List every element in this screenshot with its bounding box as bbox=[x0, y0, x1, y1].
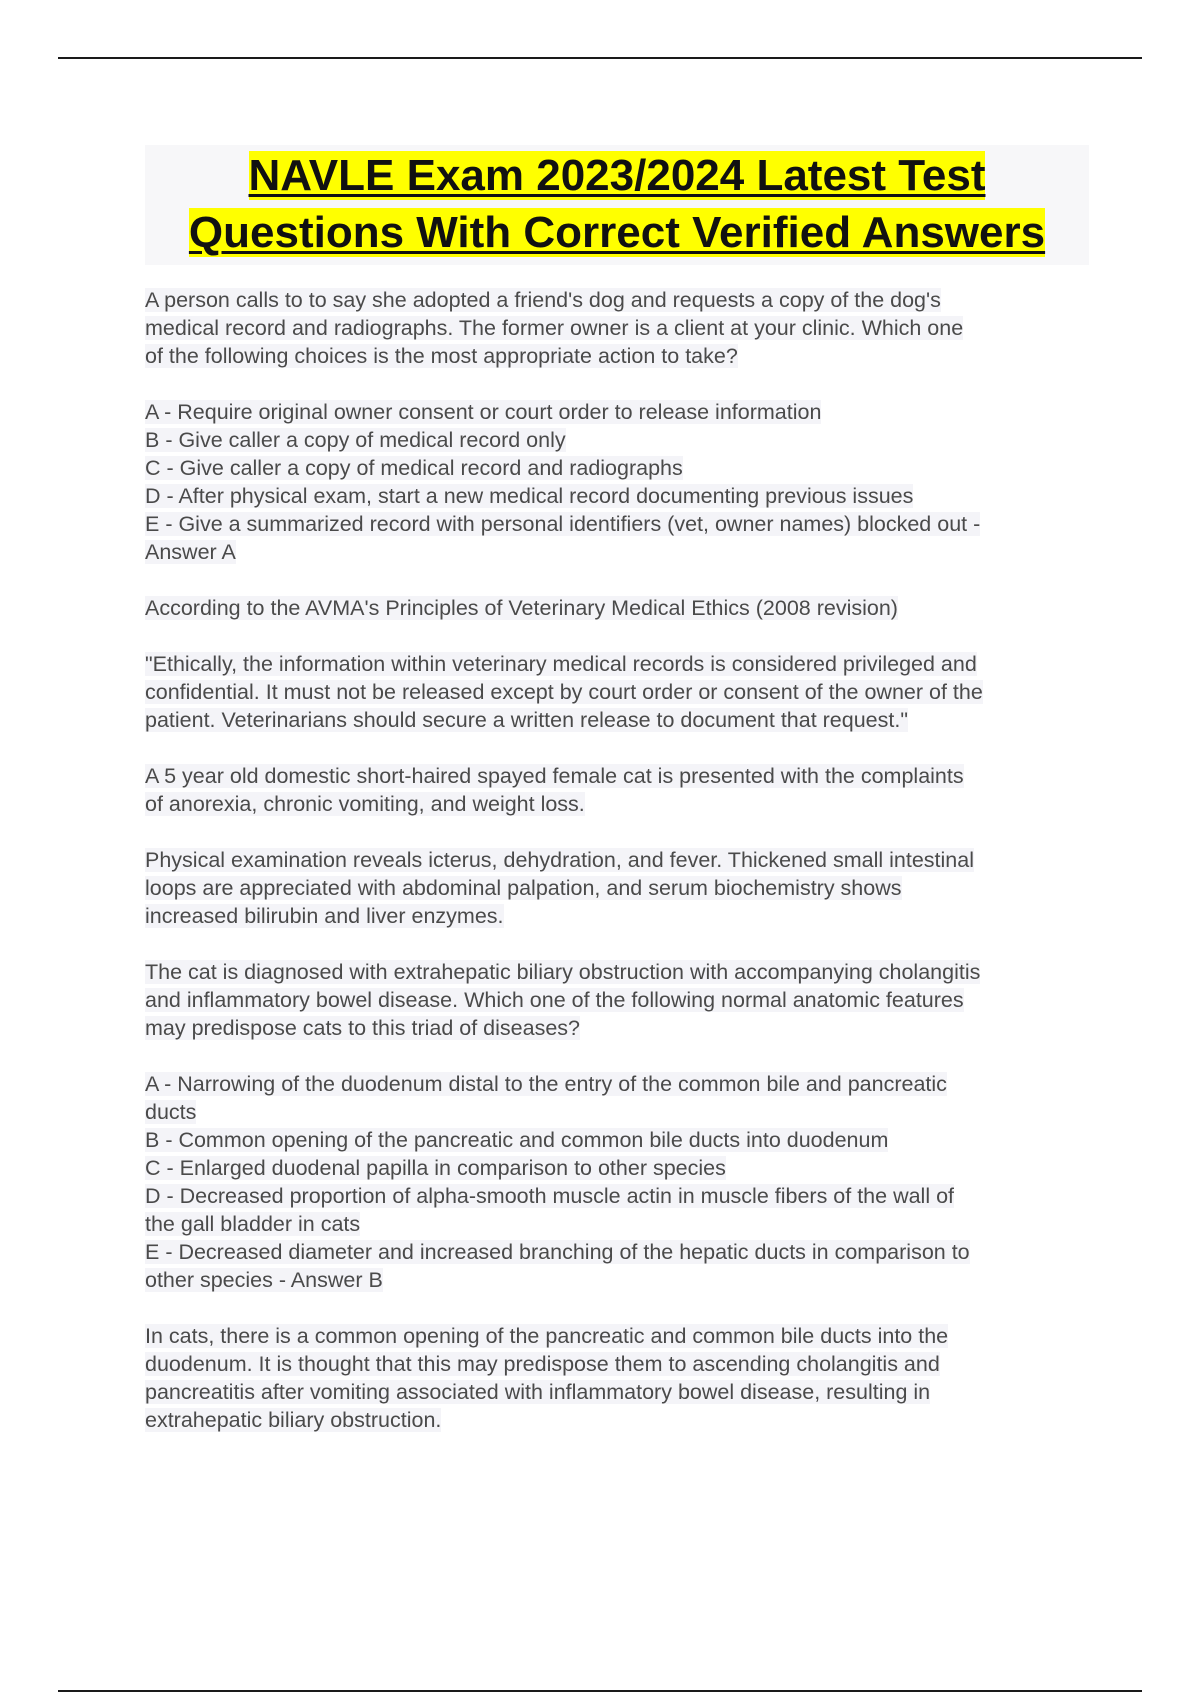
paragraph bbox=[145, 650, 1095, 734]
text-line bbox=[145, 1406, 1095, 1434]
text-line bbox=[145, 1322, 1095, 1350]
text-line bbox=[145, 1070, 1095, 1098]
text-line-content: may predispose cats to this triad of diseases? bbox=[145, 1016, 580, 1040]
text-line bbox=[145, 454, 1095, 482]
document-title bbox=[145, 145, 1089, 265]
text-line-content: and inflammatory bowel disease. Which one of the following normal anatomic features bbox=[145, 988, 964, 1012]
text-line-content: C - Give caller a copy of medical record and radiographs bbox=[145, 456, 683, 480]
title-line-1: NAVLE Exam 2023/2024 Latest Test bbox=[248, 151, 986, 200]
text-line bbox=[145, 482, 1095, 510]
bottom-rule bbox=[58, 1690, 1142, 1692]
paragraph bbox=[145, 1070, 1095, 1294]
text-line-content: A - Require original owner consent or court order to release information bbox=[145, 400, 822, 424]
text-line bbox=[145, 1238, 1095, 1266]
text-line bbox=[145, 398, 1095, 426]
paragraph bbox=[145, 846, 1095, 930]
text-line bbox=[145, 510, 1095, 538]
text-line bbox=[145, 1182, 1095, 1210]
paragraph bbox=[145, 762, 1095, 818]
text-line-content: B - Common opening of the pancreatic and common bile ducts into duodenum bbox=[145, 1128, 889, 1152]
text-line-content: B - Give caller a copy of medical record only bbox=[145, 428, 566, 452]
text-line-content: increased bilirubin and liver enzymes. bbox=[145, 904, 504, 928]
text-line bbox=[145, 314, 1095, 342]
text-line bbox=[145, 426, 1095, 454]
text-line-content: Answer A bbox=[145, 540, 236, 564]
text-line bbox=[145, 846, 1095, 874]
text-line bbox=[145, 986, 1095, 1014]
text-line bbox=[145, 1126, 1095, 1154]
text-line-content: A - Narrowing of the duodenum distal to the entry of the common bile and pancreatic bbox=[145, 1072, 947, 1096]
text-line-content: According to the AVMA's Principles of Veterinary Medical Ethics (2008 revision) bbox=[145, 596, 898, 620]
text-line bbox=[145, 1378, 1095, 1406]
text-line bbox=[145, 342, 1095, 370]
text-line-content: D - Decreased proportion of alpha-smooth muscle actin in muscle fibers of the wall of bbox=[145, 1184, 955, 1208]
text-line-content: In cats, there is a common opening of the pancreatic and common bile ducts into the bbox=[145, 1324, 949, 1348]
text-line-content: A 5 year old domestic short-haired spayed female cat is presented with the complaints bbox=[145, 764, 964, 788]
text-line-content: E - Give a summarized record with personal identifiers (vet, owner names) blocked out - bbox=[145, 512, 981, 536]
text-line bbox=[145, 1350, 1095, 1378]
text-line bbox=[145, 286, 1095, 314]
top-rule bbox=[58, 57, 1142, 59]
text-line bbox=[145, 762, 1095, 790]
text-line-content: confidential. It must not be released except by court order or consent of the owner of the bbox=[145, 680, 983, 704]
text-line bbox=[145, 538, 1095, 566]
text-line bbox=[145, 958, 1095, 986]
text-line-content: of anorexia, chronic vomiting, and weight loss. bbox=[145, 792, 585, 816]
text-line-content: C - Enlarged duodenal papilla in comparison to other species bbox=[145, 1156, 726, 1180]
text-line-content: loops are appreciated with abdominal palpation, and serum biochemistry shows bbox=[145, 876, 902, 900]
text-line-content: D - After physical exam, start a new medical record documenting previous issues bbox=[145, 484, 914, 508]
text-line-content: other species - Answer B bbox=[145, 1268, 383, 1292]
paragraph bbox=[145, 594, 1095, 622]
text-line bbox=[145, 594, 1095, 622]
text-line-content: E - Decreased diameter and increased branching of the hepatic ducts in comparison to bbox=[145, 1240, 970, 1264]
document-body bbox=[145, 286, 1095, 1462]
title-line-2: Questions With Correct Verified Answers bbox=[188, 208, 1046, 257]
text-line bbox=[145, 902, 1095, 930]
text-line bbox=[145, 1014, 1095, 1042]
paragraph bbox=[145, 398, 1095, 566]
text-line-content: duodenum. It is thought that this may predispose them to ascending cholangitis and bbox=[145, 1352, 940, 1376]
text-line-content: the gall bladder in cats bbox=[145, 1212, 361, 1236]
text-line-content: of the following choices is the most appropriate action to take? bbox=[145, 344, 738, 368]
text-line bbox=[145, 678, 1095, 706]
paragraph bbox=[145, 958, 1095, 1042]
text-line bbox=[145, 1098, 1095, 1126]
text-line-content: pancreatitis after vomiting associated with inflammatory bowel disease, resulting in bbox=[145, 1380, 931, 1404]
text-line bbox=[145, 706, 1095, 734]
text-line-content: ducts bbox=[145, 1100, 197, 1124]
text-line bbox=[145, 650, 1095, 678]
text-line bbox=[145, 790, 1095, 818]
text-line bbox=[145, 1266, 1095, 1294]
text-line bbox=[145, 1154, 1095, 1182]
text-line-content: medical record and radiographs. The former owner is a client at your clinic. Which one bbox=[145, 316, 964, 340]
text-line-content: The cat is diagnosed with extrahepatic biliary obstruction with accompanying cholangitis bbox=[145, 960, 981, 984]
paragraph bbox=[145, 1322, 1095, 1434]
text-line-content: extrahepatic biliary obstruction. bbox=[145, 1408, 442, 1432]
text-line-content: Physical examination reveals icterus, dehydration, and fever. Thickened small intestinal bbox=[145, 848, 974, 872]
paragraph bbox=[145, 286, 1095, 370]
text-line-content: "Ethically, the information within veterinary medical records is considered privileged and bbox=[145, 652, 977, 676]
text-line-content: patient. Veterinarians should secure a written release to document that request." bbox=[145, 708, 908, 732]
text-line-content: A person calls to to say she adopted a friend's dog and requests a copy of the dog's bbox=[145, 288, 941, 312]
text-line bbox=[145, 1210, 1095, 1238]
text-line bbox=[145, 874, 1095, 902]
